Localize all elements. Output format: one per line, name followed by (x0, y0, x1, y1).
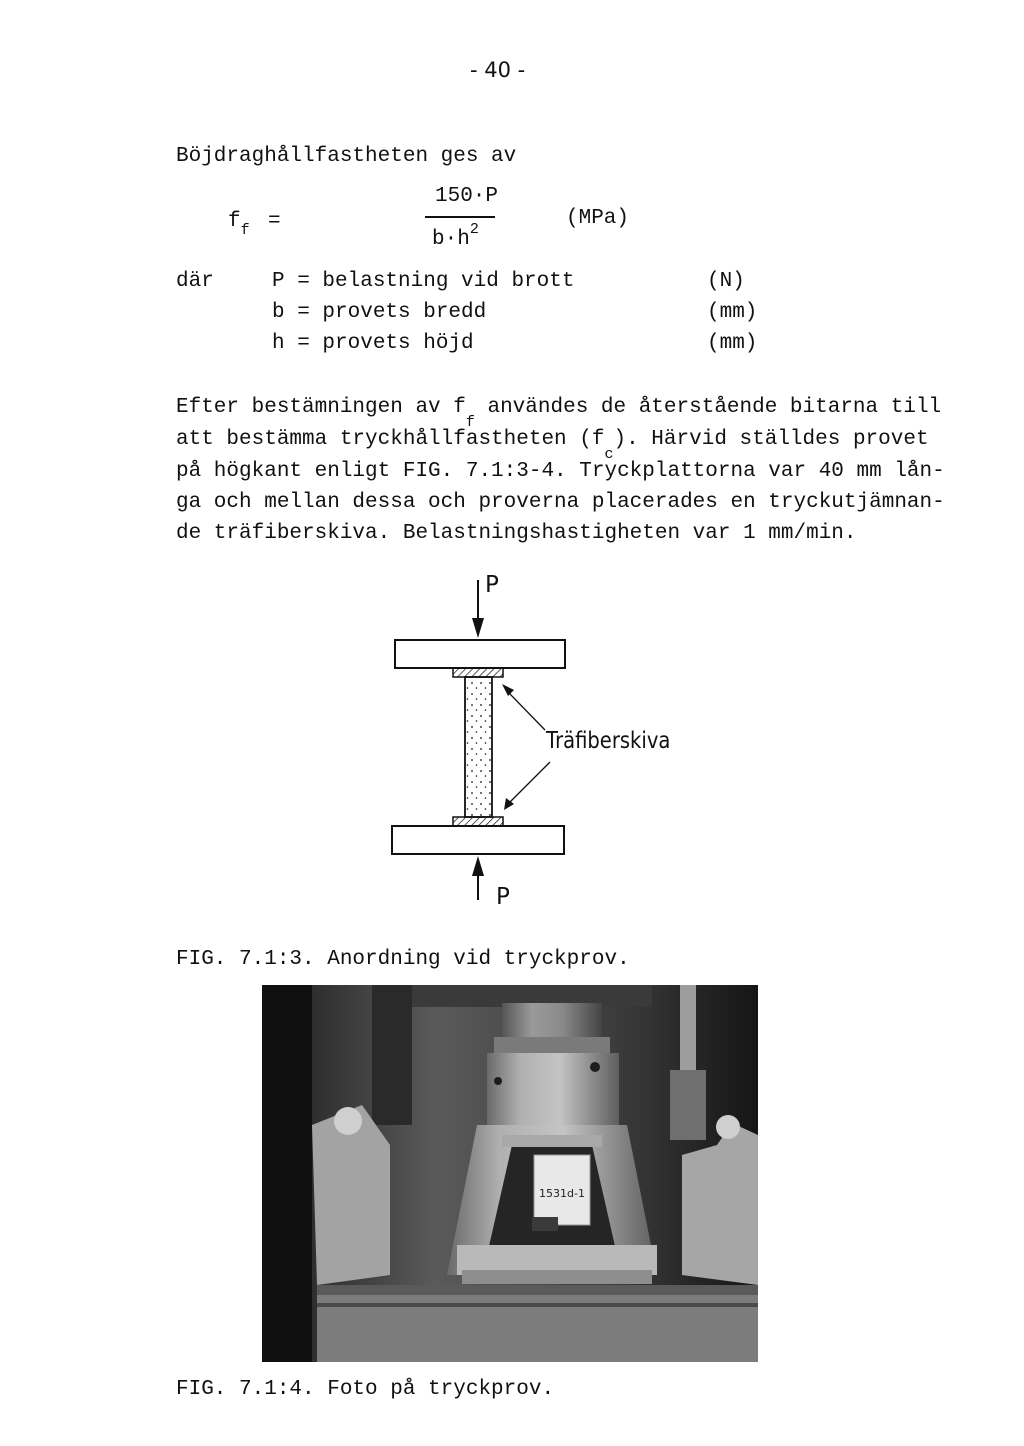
top-plate (395, 640, 565, 668)
paragraph-line: de träfiberskiva. Belastningshastigheten var 1 mm/min. (176, 522, 857, 545)
definition-row: b = provets bredd (272, 301, 487, 324)
body-paragraph (176, 392, 945, 549)
paragraph-line: på högkant enligt FIG. 7.1:3-4. Tryckplattorna var 40 mm lån- (176, 460, 945, 483)
definition-row: h = provets höjd (272, 332, 474, 355)
where-label: där (176, 270, 214, 293)
subscript: f (465, 414, 475, 431)
formula-equals: = (268, 210, 281, 233)
definition-row: P = belastning vid brott (272, 270, 575, 293)
formula-unit: (MPa) (566, 207, 630, 230)
bottom-plate (392, 826, 564, 854)
definition-unit: (N) (707, 270, 745, 293)
label-leader-lines (502, 684, 550, 810)
formula-lhs-sub: f (240, 222, 250, 239)
formula-lhs: $f_f$ (228, 210, 250, 239)
paragraph-line: ga och mellan dessa och proverna placerades en tryckutjämnan- (176, 491, 945, 514)
specimen-label: 1531d-1 (539, 1187, 585, 1200)
bottom-load-label: P (496, 884, 510, 910)
paragraph-line: Efter bestämningen av $f_f$ användes de återstående bitarna till (176, 396, 942, 431)
formula-numerator: 150·P (435, 185, 499, 208)
subscript: c (604, 446, 614, 463)
page-number: - 40 - (470, 58, 526, 82)
fraction-bar (425, 216, 495, 218)
figure-caption-1: FIG. 7.1:3. Anordning vid tryckprov. (176, 948, 630, 971)
top-load-label: P (485, 572, 499, 598)
paragraph-line: att bestämma tryckhållfastheten $(f_c)$. Härvid ställdes provet (176, 428, 929, 463)
definition-unit: (mm) (707, 332, 758, 355)
photo-illustration (262, 985, 758, 1362)
intro-text: Böjdraghållfastheten ges av (176, 145, 517, 168)
compression-test-photo (262, 985, 758, 1362)
specimen (465, 677, 492, 817)
formula-denominator: $b\cdot h^2$ (432, 221, 479, 251)
figure-caption-2: FIG. 7.1:4. Foto på tryckprov. (176, 1378, 555, 1401)
formula-exponent: 2 (469, 221, 479, 238)
bottom-load-arrow-icon (472, 856, 484, 900)
definition-unit: (mm) (707, 301, 758, 324)
bottom-fiberboard (453, 817, 503, 826)
top-fiberboard (453, 668, 503, 677)
top-load-arrow-icon (472, 580, 484, 638)
fiberboard-label: Träfiberskiva (546, 728, 671, 754)
